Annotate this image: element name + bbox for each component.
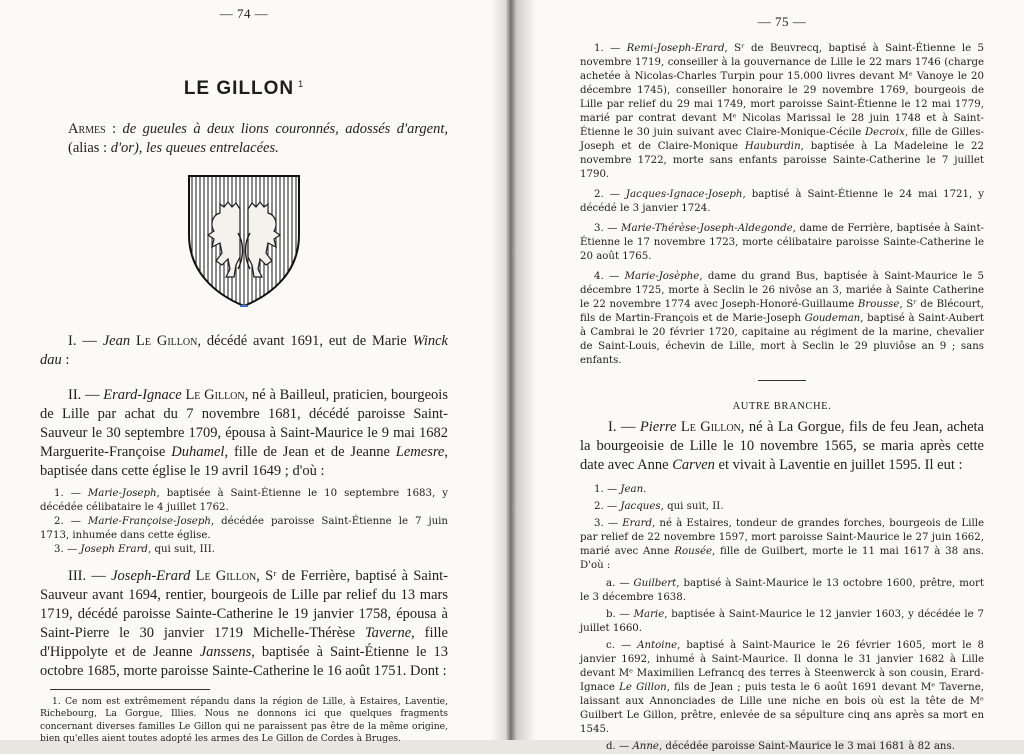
child-entry: 3. — Joseph Erard, qui suit, III.: [54, 543, 215, 555]
child-entry: 2. — Jacques, qui suit, II.: [594, 501, 724, 512]
branch-entry-I: I. — Pierre Le Gillon, né à La Gorgue, fils de feu Jean, acheta la bourgeoisie de Lille le 10 novembre 1565, se maria après cette date avec Anne Carven et vivait à Laventie en juillet 1595. Il eut :: [580, 419, 984, 473]
child-entry: 3. — Marie-Thérèse-Joseph-Aldegonde, dame de Ferrière, baptisée à Saint-Étienne le 17 novembre 1723, morte célibataire paroisse Sainte-Catherine le 20 août 1765.: [580, 223, 984, 262]
child-entry: 3. — Erard, né à Estaires, tondeur de grandes forches, bourgeois de Lille par relief de 22 novembre 1597, mort paroisse Saint-Maurice le 27 juin 1662, marié avec Anne Rousée, fille de Guilbert, morte le 11 mai 1617 à 38 ans. D'où :: [580, 518, 984, 571]
coat-of-arms: [40, 173, 448, 314]
child-entry: 4. — Marie-Josèphe, dame du grand Bus, baptisée à Saint-Maurice le 5 décembre 1725, morte à Seclin le 26 nivôse an 3, mariée à Sainte Catherine le 22 novembre 1774 avec Joseph-Honoré-Guillaume Brousse, Sʳ de Blécourt, fils de Martin-François et de Marie-Joseph Goudeman, baptisé à Saint-Aubert à Cambrai le 20 février 1720, capitaine au régiment de la marine, chevalier de Saint-Louis, échevin de Lille, mort à Seclin le 29 pluviôse an 9 ; sans enfants.: [580, 271, 985, 366]
grandchild-entry: c. — Antoine, baptisé à Saint-Maurice le 26 février 1605, mort le 8 janvier 1692, inhumé à Saint-Maurice. Il donna le 31 janvier 1682 à Lille devant Mᵉ Maximilien Lefrancq des terres à Steenwerck à son cousin, Erard-Ignace Le Gillon, fils de Jean ; puis testa le 6 août 1691 devant Mᵉ Taverne, laissant aux Annonciades de Lille une niche en bois où est la tête de Mᵉ Guilbert Le Gillon, prêtre, enlevée de sa sépulture cinq ans après sa mort en 1545.: [580, 640, 985, 735]
page-number-left: — 74 —: [219, 6, 269, 21]
arms-description: Armes : de gueules à deux lions couronnés, adossés d'argent, (alias : d'or), les queues entrelacées.: [68, 121, 449, 156]
child-entry: 1. — Marie-Joseph, baptisée à Saint-Étienne le 10 septembre 1683, y décédée célibataire le 4 juillet 1762.: [40, 487, 448, 513]
entry-III: III. — Joseph-Erard Le Gillon, Sʳ de Ferrière, baptisé à Saint-Sauveur avant 1694, rentier, bourgeois de Lille par relief du 13 mars 1719, décédé paroisse Sainte-Catherine le 19 janvier 1758, épousa à Saint-Pierre le 30 janvier 1719 Michelle-Thérèse Taverne, fille d'Hippolyte et de Jeanne Janssens, baptisée à Saint-Étienne le 13 octobre 1685, morte paroisse Sainte-Catherine le 16 août 1751. Dont :: [40, 567, 448, 679]
footnote: 1. Ce nom est extrêmement répandu dans la région de Lille, à Estaires, Laventie, Richebourg, La Gorgue, Illies. Nous ne donnons ici que quelques fragments concernant diverses familles Le Gillon qui ne paraissent pas être de la même origine, bien qu'elles aient toutes adopté les armes des Le Gillon de Cordes à Bruges.: [40, 695, 448, 744]
grandchild-entry: b. — Marie, baptisée à Saint-Maurice le 12 janvier 1603, y décédée le 7 juillet 1660.: [580, 609, 984, 634]
right-page: [508, 0, 1024, 752]
entry-I: I. — Jean Le Gillon, décédé avant 1691, eut de Marie Winck dau :: [40, 332, 448, 368]
child-entry: 2. — Marie-Françoise-Joseph, décédée paroisse Saint-Étienne le 7 juin 1713, inhumée dans cette église.: [40, 515, 448, 541]
branch-heading: AUTRE BRANCHE.: [732, 401, 832, 412]
left-page: [0, 0, 508, 744]
shield-icon: [186, 173, 302, 309]
page-number-right: — 75 —: [757, 14, 807, 29]
child-entry: 1. — Remi-Joseph-Erard, Sʳ de Beuvrecq, baptisé à Saint-Étienne le 5 novembre 1719, conseiller à la gouvernance de Lille le 22 mars 1746 (charge achetée à Nicolas-Charles Turpin pour 15.000 livres devant Mᵉ Vanoye le 20 décembre 1745), conseiller honoraire le 29 novembre 1769, bourgeois de Lille par relief du 29 mai 1749, mort paroisse Saint-Étienne le 12 mai 1779, marié par contrat devant Mᵉ Nicolas Marissal le 28 juin 1748 et à Saint-Étienne le 30 juin suivant avec Claire-Monique-Cécile Decroix, fille de Gilles-Joseph et de Claire-Monique Hauburdin, baptisée à La Madeleine le 22 novembre 1722, morte sans enfants paroisse Sainte-Catherine le 7 juillet 1790.: [580, 43, 985, 180]
children-list-III: [580, 42, 984, 368]
grandchild-entry: d. — Anne, décédée paroisse Saint-Maurice le 3 mai 1681 à 82 ans.: [606, 741, 955, 752]
footnote-divider: [50, 689, 210, 690]
entry-II: II. — Erard-Ignace Le Gillon, né à Bailleul, praticien, bourgeois de Lille par achat du 7 novembre 1681, décédé paroisse Saint-Sauveur le 30 septembre 1709, épousa à Saint-Maurice le 9 mai 1682 Marguerite-Françoise Duhamel, fille de Jean et de Jeanne Lemesre, baptisée dans cette église le 19 avril 1649 ; d'où :: [40, 386, 448, 479]
section-divider: [758, 380, 806, 381]
child-entry: 1. — Jean.: [594, 484, 647, 495]
family-name: LE GILLON: [183, 78, 295, 99]
grandchild-entry: a. — Guilbert, baptisé à Saint-Maurice le 13 octobre 1600, prêtre, mort le 3 décembre 1638.: [580, 578, 984, 603]
child-entry: 2. — Jacques-Ignace-Joseph, baptisé à Saint-Étienne le 24 mai 1721, y décédé le 3 janvier 1724.: [580, 189, 985, 214]
children-list-II: [40, 487, 448, 557]
children-list-branch: [580, 483, 984, 754]
title-footnote-ref: 1: [298, 78, 305, 89]
family-title: [40, 78, 448, 100]
